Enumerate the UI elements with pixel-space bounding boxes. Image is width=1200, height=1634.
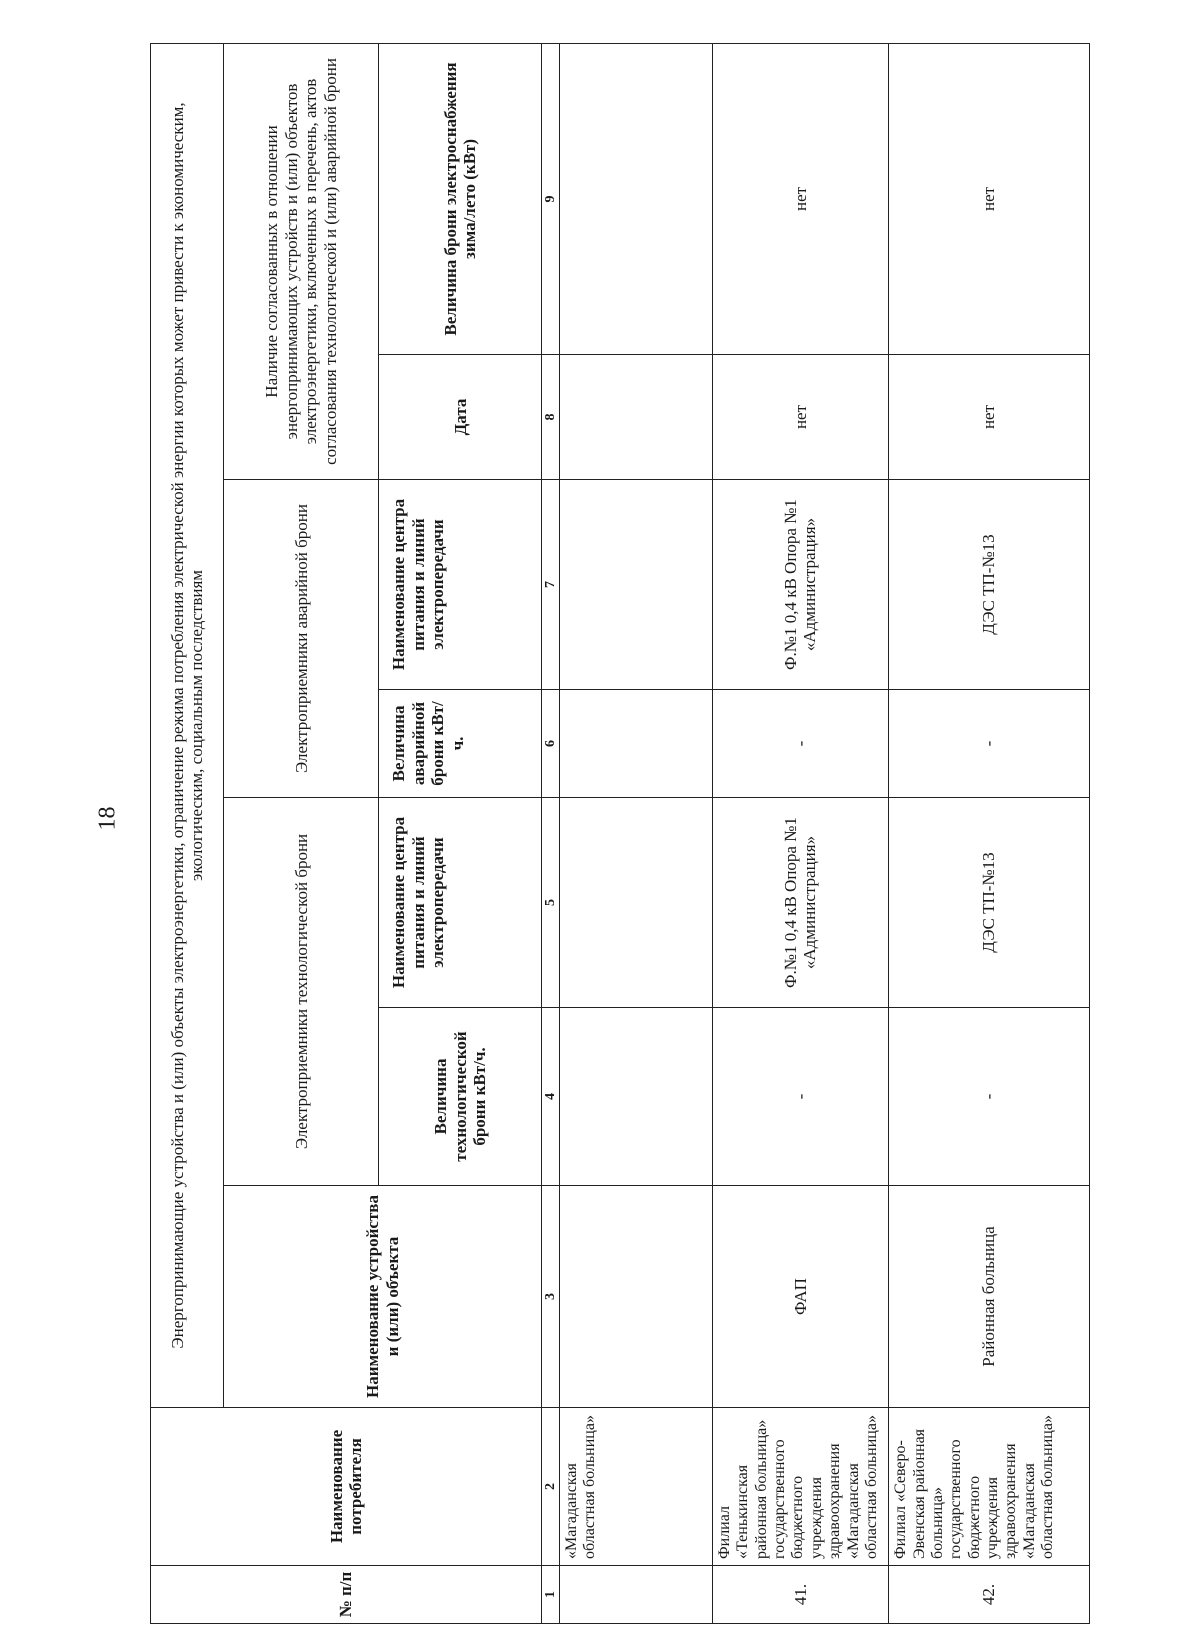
cell-object: ФАП [712, 1186, 888, 1408]
cell-tech-value [559, 1008, 712, 1186]
rotated-table-area [150, 44, 1090, 1624]
table-row [559, 43, 712, 1623]
cell-date [559, 355, 712, 480]
column-number: 7 [542, 480, 559, 690]
cell-consumer: «Магаданская областная больница» [559, 1408, 712, 1566]
table-row [889, 43, 1090, 1623]
header-group-tech: Электроприемники технологической брони [224, 798, 379, 1186]
cell-no: 41. [712, 1566, 888, 1624]
column-number: 4 [542, 1008, 559, 1186]
cell-em-value: - [712, 690, 888, 798]
cell-em-center [559, 480, 712, 690]
cell-tech-value: - [712, 1008, 888, 1186]
table-row [712, 43, 888, 1623]
column-number: 1 [542, 1566, 559, 1624]
data-table [150, 43, 1090, 1624]
cell-object: Районная больница [889, 1186, 1090, 1408]
cell-em-value: - [889, 690, 1090, 798]
cell-consumer: Филиал «Тенькинская районная больница» государственного бюджетного учреждения здравоохранения «Магаданская областная больница» [712, 1408, 888, 1566]
column-number: 3 [542, 1186, 559, 1408]
column-numbers-row [542, 43, 559, 1623]
cell-em-center: ДЭС ТП-№13 [889, 480, 1090, 690]
header-tech-center: Наименование центра питания и линий электропередачи [379, 798, 542, 1008]
cell-date: нет [712, 355, 888, 480]
cell-no: 42. [889, 1566, 1090, 1624]
header-group-agreements: Наличие согласованных в отношении энергопринимающих устройств и (или) объектов электроэнергетики, включенных в перечень, актов согласования технологической и (или) аварийной брони [224, 43, 379, 479]
page-number: 18 [94, 806, 121, 831]
cell-supply: нет [712, 43, 888, 354]
header-date: Дата [379, 355, 542, 480]
cell-tech-value: - [889, 1008, 1090, 1186]
column-number: 5 [542, 798, 559, 1008]
header-supply: Величина брони электроснабжения зима/лето (кВт) [379, 43, 542, 354]
header-em-value: Величина аварийной брони кВт/ч. [379, 690, 542, 798]
cell-tech-center: ДЭС ТП-№13 [889, 798, 1090, 1008]
cell-tech-center [559, 798, 712, 1008]
cell-object [559, 1186, 712, 1408]
cell-consumer: Филиал «Северо-Эвенская районная больница» государственного бюджетного учреждения здравоохранения «Магаданская областная больница» [889, 1408, 1090, 1566]
column-number: 8 [542, 355, 559, 480]
header-tech-value: Величина технологической брони кВт/ч. [379, 1008, 542, 1186]
cell-date: нет [889, 355, 1090, 480]
column-number: 6 [542, 690, 559, 798]
column-number: 9 [542, 43, 559, 354]
cell-em-center: Ф.№1 0,4 кВ Опора №1 «Администрация» [712, 480, 888, 690]
header-consumer: Наименование потребителя [151, 1408, 542, 1566]
cell-supply: нет [889, 43, 1090, 354]
cell-em-value [559, 690, 712, 798]
column-number: 2 [542, 1408, 559, 1566]
header-no: № п/п [151, 1566, 542, 1624]
header-em-center: Наименование центра питания и линий электропередачи [379, 480, 542, 690]
table-container [150, 44, 1090, 1624]
header-group-emergency: Электроприемники аварийной брони [224, 480, 379, 798]
cell-no [559, 1566, 712, 1624]
header-main: Энергопринимающие устройства и (или) объекты электроэнергетики, ограничение режима потребления электрической энергии которых может привести к экономическим, экологическим, социальным последствиям [151, 43, 224, 1407]
header-object: Наименование устройства и (или) объекта [224, 1186, 542, 1408]
cell-supply [559, 43, 712, 354]
cell-tech-center: Ф.№1 0,4 кВ Опора №1 «Администрация» [712, 798, 888, 1008]
